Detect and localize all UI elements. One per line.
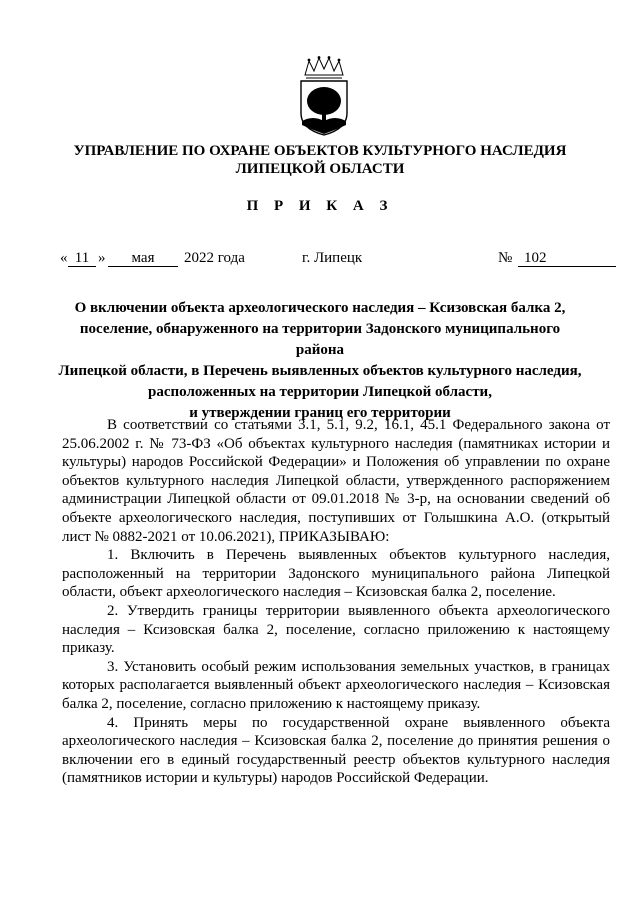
preamble-paragraph: В соответствии со статьями 3.1, 5.1, 9.2, 16.1, 45.1 Федерального закона от 25.06.2002 г. № 73-ФЗ «Об объектах культурного наследия (памятниках истории и культуры) народов Российской Федерации» и Положения об управлении по охране объектов культурного наследия Липецкой области, утвержденного распоряжением администрации Липецкой области от 09.01.2018 № 3-р, на основании сведений об объекте археологического наследия, поступивших от Голышкина А.О. (открытый лист № 0882-2021 от 10.06.2021), ПРИКАЗЫВАЮ:: [62, 417, 610, 545]
subject-line-5: и утверждении границ его территории: [189, 405, 451, 421]
order-number: 102: [518, 250, 616, 267]
organization-name: [40, 142, 600, 178]
order-day: 11: [68, 250, 96, 267]
date-line: [0, 250, 640, 272]
subject-line-4: расположенных на территории Липецкой области,: [148, 384, 492, 400]
order-month: мая: [108, 250, 178, 267]
order-item-4: 4. Принять меры по государственной охране выявленного объекта археологического наследия – Ксизовская балка 2, поселение до принятия решения о включении его в единый государственный реестр объектов культурного наследия (памятников истории и культуры) народов Российской Федерации.: [62, 714, 610, 787]
quote-close: »: [98, 250, 106, 266]
lipetsk-coat-of-arms-icon: [295, 55, 353, 137]
subject-line-2: поселение, обнаруженного на территории Задонского муниципального района: [79, 321, 561, 358]
organization-name-line-2: ЛИПЕЦКОЙ ОБЛАСТИ: [235, 161, 405, 177]
order-city: г. Липецк: [302, 250, 363, 266]
order-item-2: 2. Утвердить границы территории выявленного объекта археологического наследия – Ксизовская балка 2, поселение, согласно приложению к настоящему приказу.: [62, 602, 610, 657]
subject-line-1: О включении объекта археологического наследия – Ксизовская балка 2,: [74, 300, 566, 316]
subject-line-3: Липецкой области, в Перечень выявленных объектов культурного наследия,: [58, 363, 582, 379]
order-year: 2022 года: [184, 250, 245, 266]
order-item-3: 3. Установить особый режим использования земельных участков, в границах которых располагается выявленный объект археологического наследия – Ксизовская балка 2, поселение, согласно приложению к настоящему приказу.: [62, 658, 610, 712]
order-title: П Р И К А З: [246, 198, 394, 214]
order-subject: [55, 298, 585, 424]
order-body: [62, 416, 610, 788]
quote-open: «: [60, 250, 68, 266]
number-sign: №: [498, 250, 513, 266]
order-item-1: 1. Включить в Перечень выявленных объектов культурного наследия, расположенный на территории Задонского муниципального района Липецкой области, объект археологического наследия – Ксизовская балка 2, поселение.: [62, 547, 610, 601]
organization-name-line-1: УПРАВЛЕНИЕ ПО ОХРАНЕ ОБЪЕКТОВ КУЛЬТУРНОГО НАСЛЕДИЯ: [73, 143, 567, 159]
